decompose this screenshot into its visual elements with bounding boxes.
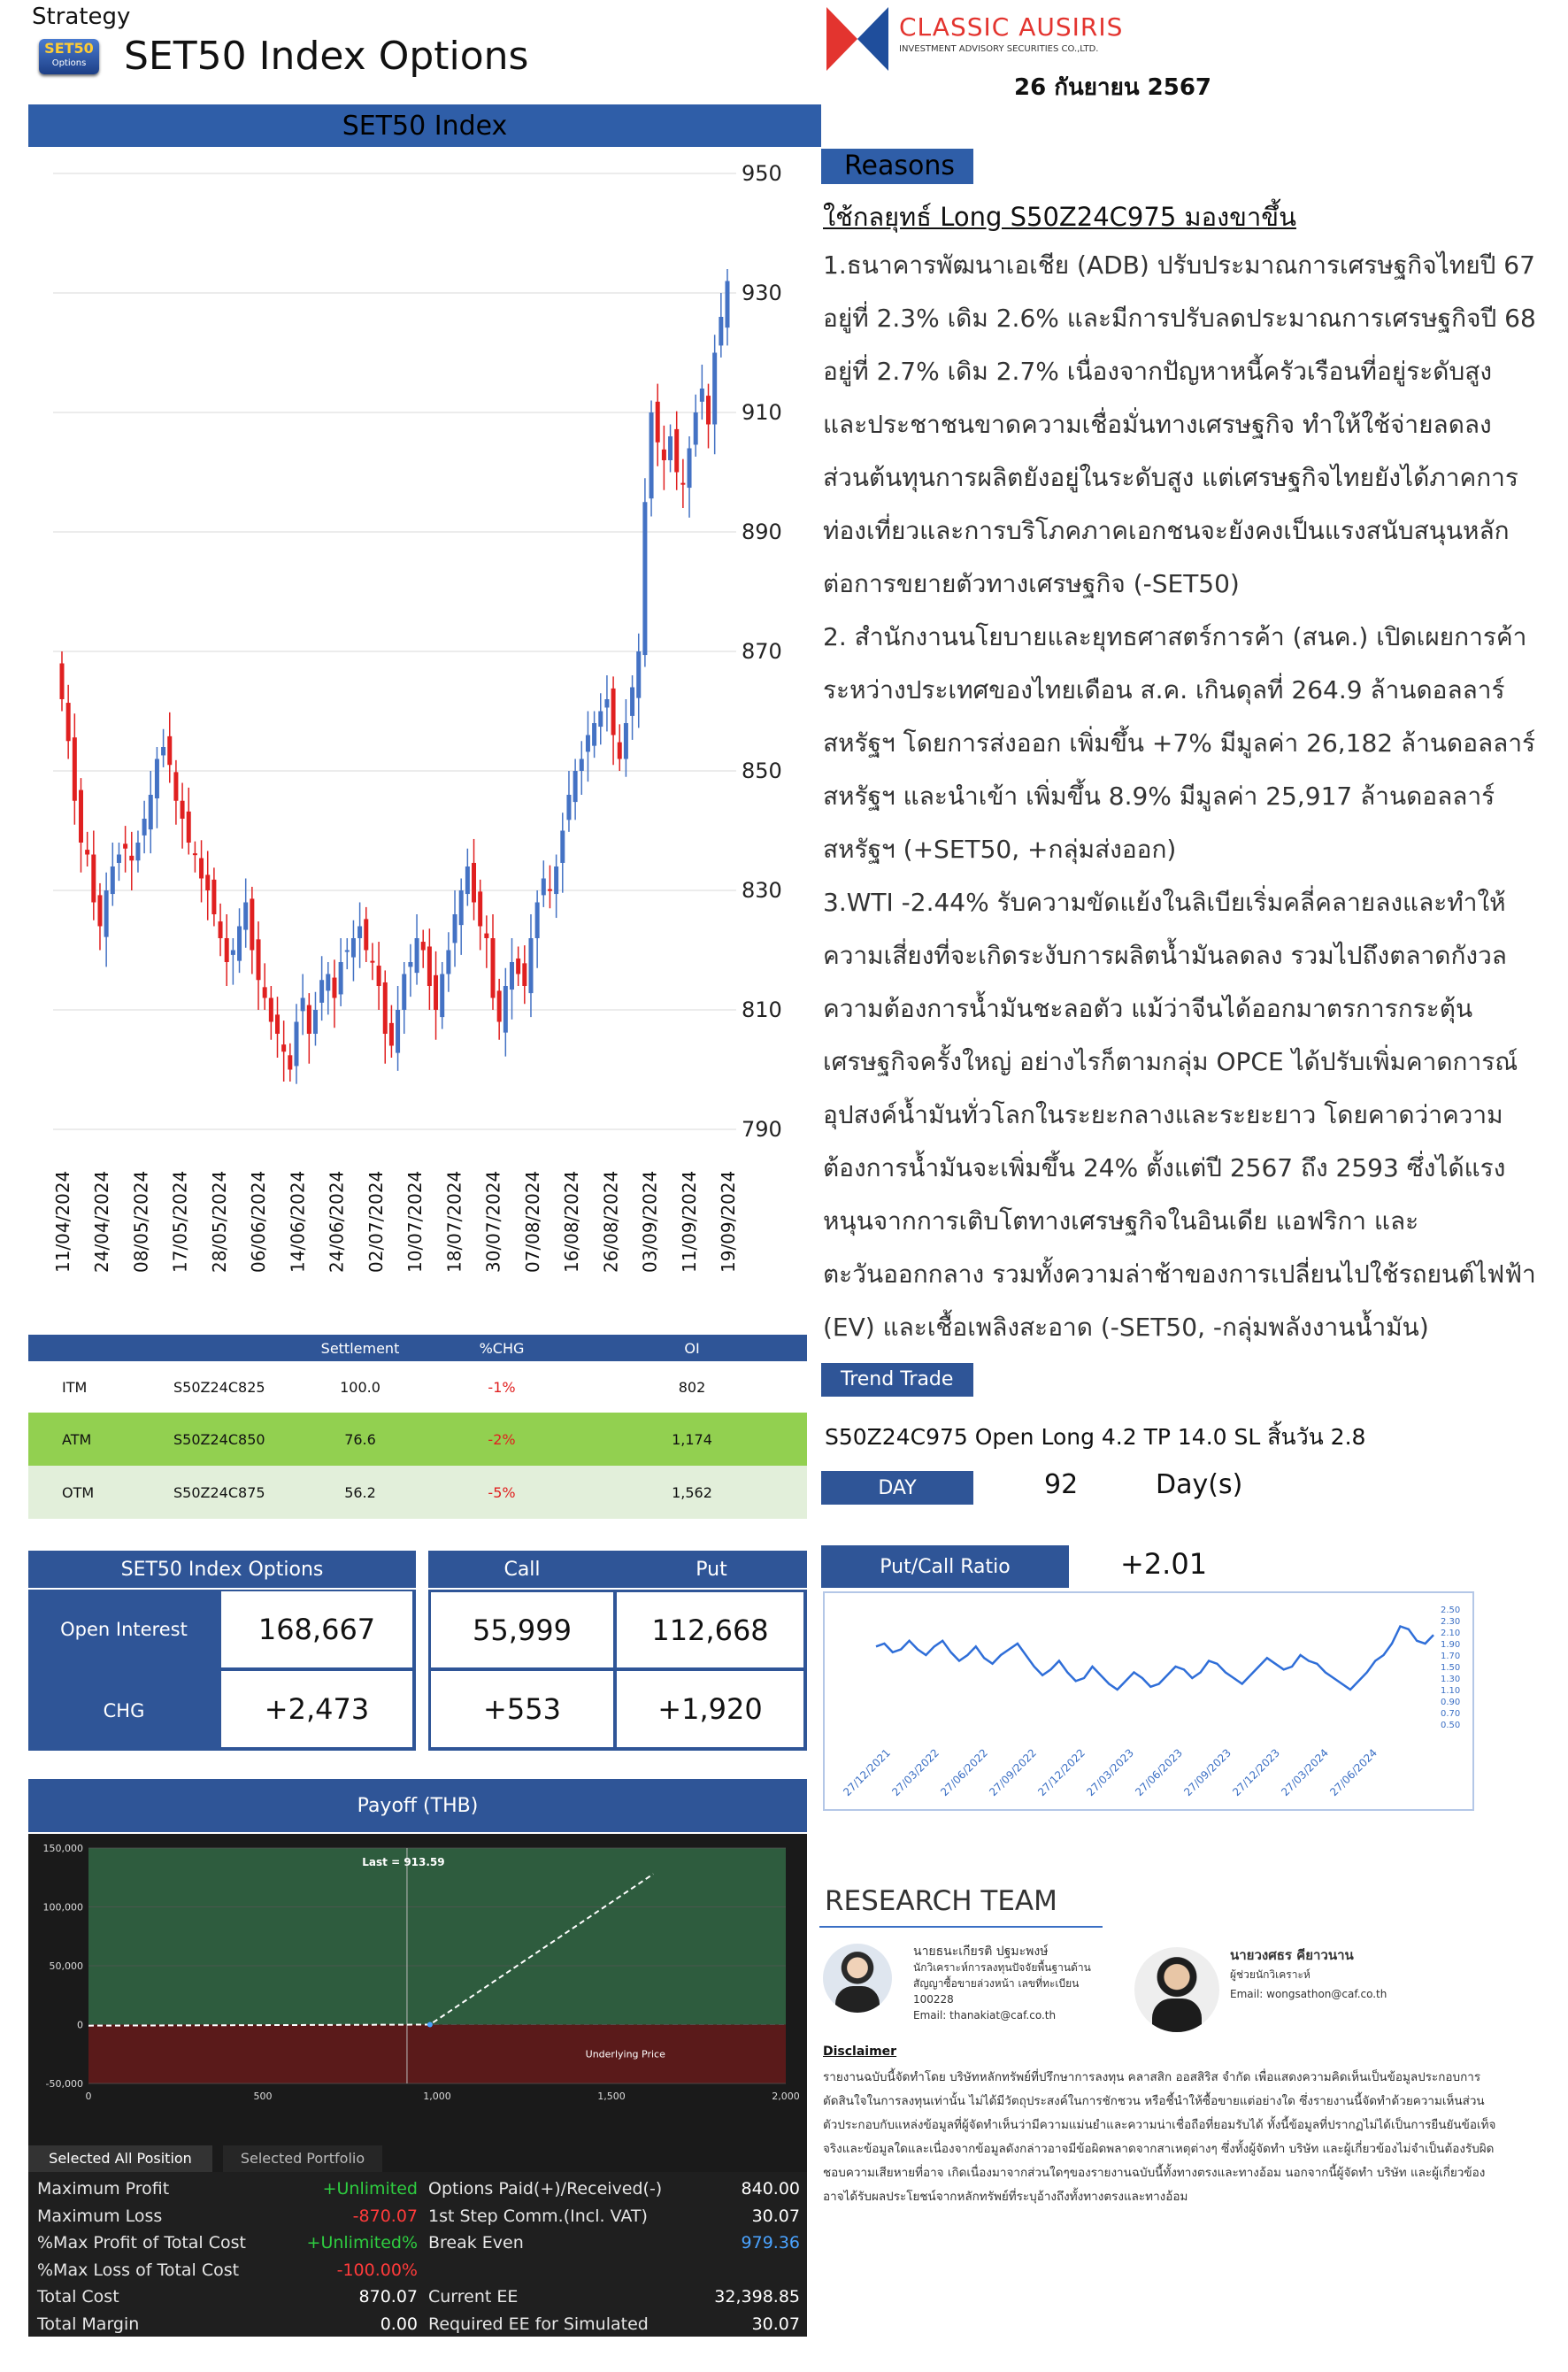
analyst1-role2: สัญญาซื้อขายล่วงหน้า เลขที่ทะเบียน bbox=[913, 1977, 1080, 1990]
candle-body bbox=[85, 850, 89, 854]
candle-body bbox=[719, 317, 723, 345]
reasons-strategy: ใช้กลยุทธ์ Long S50Z24C975 มองขาขึ้น bbox=[823, 202, 1296, 232]
pcr-y-tick: 1.70 bbox=[1441, 1652, 1461, 1661]
x-tick-label: 02/07/2024 bbox=[365, 1170, 387, 1273]
payoff-y-tick: 50,000 bbox=[49, 1960, 83, 1972]
oi-put-value: 112,668 bbox=[617, 1592, 803, 1667]
candle-body bbox=[484, 934, 488, 938]
stat-label: Required EE for Simulated bbox=[428, 2314, 649, 2334]
candle-body bbox=[402, 974, 406, 1011]
pcr-y-tick: 2.10 bbox=[1441, 1629, 1461, 1638]
candle-body bbox=[478, 891, 482, 926]
candle-body bbox=[129, 856, 134, 860]
pcr-y-tick: 1.30 bbox=[1441, 1675, 1461, 1684]
oi-label: Open Interest bbox=[60, 1619, 188, 1640]
candle-body bbox=[656, 402, 660, 443]
oi-put-header: Put bbox=[616, 1551, 807, 1588]
analyst2-role: ผู้ช่วยนักวิเคราะห์ bbox=[1230, 1968, 1311, 1981]
row-oi: 802 bbox=[678, 1378, 706, 1396]
x-tick-label: 18/07/2024 bbox=[443, 1170, 465, 1273]
candle-body bbox=[611, 689, 616, 735]
stat-label: %Max Loss of Total Cost bbox=[37, 2260, 240, 2280]
stat-value: 30.07 bbox=[751, 2314, 800, 2334]
brand-name: CLASSIC AUSIRIS bbox=[899, 12, 1124, 42]
candle-body bbox=[205, 874, 210, 890]
candle-body bbox=[275, 1014, 280, 1034]
report-date: 26 กันยายน 2567 bbox=[1014, 74, 1212, 101]
x-tick-label: 24/04/2024 bbox=[91, 1170, 113, 1273]
candle-body bbox=[319, 980, 324, 1003]
pcr-x-tick: 27/09/2022 bbox=[987, 1746, 1040, 1799]
analyst1-email: Email: thanakiat@caf.co.th bbox=[913, 2009, 1057, 2022]
candle-body bbox=[187, 812, 191, 843]
pcr-y-tick: 2.30 bbox=[1441, 1617, 1461, 1627]
candle-body bbox=[237, 927, 242, 961]
candle-body bbox=[598, 712, 603, 728]
x-tick-label: 11/04/2024 bbox=[52, 1170, 73, 1273]
candle-body bbox=[668, 436, 673, 460]
candle-body bbox=[294, 1022, 298, 1067]
candle-body bbox=[301, 998, 305, 1012]
analyst1-info bbox=[913, 1944, 1091, 2023]
oi-table-title: SET50 Index Options bbox=[28, 1551, 416, 1588]
candle-body bbox=[123, 843, 127, 848]
strategy-label: Strategy bbox=[32, 4, 131, 30]
tab-selected-portfolio[interactable]: Selected Portfolio bbox=[223, 2145, 382, 2172]
row-series: S50Z24C850 bbox=[173, 1430, 265, 1448]
right-stat-row bbox=[428, 2283, 800, 2311]
pcr-x-tick: 27/03/2022 bbox=[889, 1746, 942, 1799]
logo-text: SET50 bbox=[44, 40, 94, 57]
stat-value: 979.36 bbox=[741, 2233, 800, 2253]
candle-body bbox=[357, 927, 362, 939]
pcr-x-tick: 27/06/2022 bbox=[938, 1746, 991, 1799]
payoff-x-tick: 2,000 bbox=[772, 2091, 800, 2102]
set50-candlestick-chart bbox=[28, 149, 825, 1317]
stat-label: %Max Profit of Total Cost bbox=[37, 2233, 246, 2253]
col-header-chg: %CHG bbox=[479, 1339, 525, 1357]
candle-body bbox=[383, 982, 388, 1034]
y-tick-label: 890 bbox=[742, 520, 782, 544]
candle-body bbox=[706, 396, 711, 424]
candle-body bbox=[427, 946, 432, 986]
candle-body bbox=[149, 795, 153, 829]
day-label: DAY bbox=[821, 1471, 973, 1505]
y-tick-label: 830 bbox=[742, 878, 782, 903]
stat-label: Options Paid(+)/Received(-) bbox=[428, 2179, 663, 2199]
disclaimer-text: รายงานฉบับนี้จัดทำโดย บริษัทหลักทรัพย์ที่ปรึกษาการลงทุน คลาสสิก ออสสิริส จำกัด เพื่อแสดงความคิดเห็นเป็นข้อมูลประกอบการตัดสินใจในการลงทุนเท่านั้น ไม่ได้มีวัตถุประสงค์ในการชักชวน หรือชี้นำให้ซื้อขายแต่อย่างใด ซึ่งรายงานนี้จัดทำด้วยความเห็นส่วนตัวประกอบกับแหล่งข้อมูลที่ผู้จัดทำเห็นว่ามีความแม่นยำและความน่าเชื่อถือที่ยอมรับได้ ทั้งนี้ข้อมูลที่ปรากฏไม่ได้เป็นการยืนยันข้อเท็จจริงและข้อมูลใดและเนื่องจากข้อมูลดังกล่าวอาจมีข้อผิดพลาดจากสาเหตุต่างๆ ซึ่งทั้งผู้จัดทำ บริษัท และผู้เกี่ยวข้องไม่จำเป็นต้องรับผิดชอบความเสียหายที่อาจ เกิดเนื่องมาจากส่วนใดๆของรายงานฉบับนี้ทั้งทางตรงและทางอ้อม นอกจากนี้ผู้จัดทำ บริษัท และผู้เกี่ยวข้อง อาจได้รับผลประโยชน์จากหลักทรัพย์ที่ระบุอ้างถึงทั้งทางตรงและทางอ้อม bbox=[823, 2070, 1496, 2204]
candle-body bbox=[566, 795, 571, 820]
payoff-chart bbox=[28, 1834, 807, 2167]
payoff-y-tick: 0 bbox=[77, 2019, 83, 2031]
candle-body bbox=[167, 736, 172, 765]
row-series: S50Z24C825 bbox=[173, 1378, 265, 1396]
analyst1-name: นายธนะเกียรติ ปฐมะพงษ์ bbox=[913, 1945, 1049, 1959]
analyst2-info bbox=[1230, 1945, 1387, 2004]
row-label: ITM bbox=[62, 1378, 88, 1396]
candle-body bbox=[459, 890, 464, 925]
candle-body bbox=[231, 951, 235, 955]
series-table-header bbox=[28, 1335, 807, 1361]
candle-body bbox=[345, 951, 350, 952]
candle-body bbox=[243, 903, 248, 930]
candle-body bbox=[91, 855, 96, 903]
candle-body bbox=[434, 975, 438, 1010]
pcr-y-tick: 2.50 bbox=[1441, 1606, 1461, 1615]
stats-right bbox=[428, 2176, 800, 2337]
candle-body bbox=[389, 1023, 394, 1046]
stat-value: +Unlimited bbox=[322, 2179, 418, 2199]
right-stat-row bbox=[428, 2176, 800, 2203]
oi-call-header: Call bbox=[428, 1551, 616, 1588]
stat-label: Total Margin bbox=[37, 2314, 140, 2334]
candle-body bbox=[624, 723, 628, 759]
candle-body bbox=[573, 771, 578, 802]
right-stat-row bbox=[428, 2257, 800, 2284]
candle-body bbox=[580, 759, 584, 772]
col-header-settlement: Settlement bbox=[320, 1339, 400, 1357]
y-tick-label: 850 bbox=[742, 759, 782, 783]
series-table bbox=[28, 1335, 807, 1519]
reasons-body bbox=[823, 239, 1540, 1354]
x-tick-label: 06/06/2024 bbox=[248, 1170, 270, 1273]
row-series: S50Z24C875 bbox=[173, 1483, 265, 1501]
candle-body bbox=[674, 429, 679, 473]
payoff-x-tick: 500 bbox=[253, 2091, 273, 2102]
reasons-label: Reasons bbox=[821, 149, 973, 184]
payoff-title: Payoff (THB) bbox=[28, 1779, 807, 1832]
y-tick-label: 930 bbox=[742, 281, 782, 305]
candle-body bbox=[281, 1044, 286, 1051]
candle-body bbox=[135, 843, 140, 860]
left-stat-row bbox=[37, 2203, 418, 2230]
oi-total-value: 168,667 bbox=[221, 1591, 412, 1667]
candle-body bbox=[225, 938, 229, 962]
candle-body bbox=[307, 1005, 311, 1034]
pcr-x-tick: 27/03/2023 bbox=[1084, 1746, 1137, 1799]
pcr-x-tick: 27/06/2023 bbox=[1133, 1746, 1186, 1799]
payoff-x-tick: 1,000 bbox=[423, 2091, 451, 2102]
pcr-y-tick: 0.50 bbox=[1441, 1721, 1461, 1730]
candle-body bbox=[491, 938, 496, 998]
analyst1-avatar bbox=[823, 1944, 892, 2013]
stat-value: 32,398.85 bbox=[714, 2287, 800, 2307]
row-label: OTM bbox=[62, 1483, 95, 1501]
candle-body bbox=[453, 914, 457, 943]
candle-body bbox=[554, 866, 558, 894]
table-row-itm bbox=[28, 1361, 807, 1413]
stats-left bbox=[37, 2176, 418, 2337]
candle-body bbox=[604, 699, 609, 707]
candle-body bbox=[636, 651, 641, 698]
chg-call-value: +553 bbox=[431, 1671, 613, 1747]
candle-body bbox=[440, 974, 444, 1018]
row-settlement: 100.0 bbox=[340, 1378, 380, 1396]
stat-value: 840.00 bbox=[741, 2179, 800, 2199]
row-chg: -5% bbox=[488, 1483, 516, 1501]
x-tick-label: 17/05/2024 bbox=[169, 1170, 191, 1273]
candle-body bbox=[263, 987, 267, 997]
reason-paragraph-1: 1.ธนาคารพัฒนาเอเชีย (ADB) ปรับประมาณการเศรษฐกิจไทยปี 67 อยู่ที่ 2.3% เดิม 2.6% และมีการปรับลดประมาณการเศรษฐกิจปี 68 อยู่ที่ 2.7% เดิม 2.7% เนื่องจากปัญหาหนี้ครัวเรือนที่อยู่ระดับสูง และประชาชนขาดความเชื่อมั่นทางเศรษฐกิจ ทำให้ใช้จ่ายลดลง ส่วนต้นทุนการผลิตยังอยู่ในระดับสูง แต่เศรษฐกิจไทยยังได้ภาคการท่องเที่ยวและการบริโภคภาคเอกชนจะยังคงเป็นแรงสนับสนุนหลักต่อการขยายตัวทางเศรษฐกิจ (-SET50) bbox=[823, 250, 1536, 598]
candle-body bbox=[269, 998, 273, 1022]
stat-label: 1st Step Comm.(Incl. VAT) bbox=[428, 2206, 648, 2226]
x-tick-label: 11/09/2024 bbox=[678, 1170, 700, 1273]
left-stat-row bbox=[37, 2176, 418, 2203]
research-team-underline bbox=[819, 1926, 1103, 1928]
row-oi: 1,562 bbox=[672, 1483, 712, 1501]
table-row-atm bbox=[28, 1413, 807, 1466]
pcr-x-tick: 27/12/2021 bbox=[841, 1746, 894, 1799]
row-oi: 1,174 bbox=[672, 1430, 712, 1448]
left-stat-row bbox=[37, 2283, 418, 2311]
row-settlement: 76.6 bbox=[344, 1430, 376, 1448]
candle-body bbox=[104, 890, 109, 937]
candle-body bbox=[351, 938, 356, 958]
stat-value: 0.00 bbox=[380, 2314, 418, 2334]
candle-body bbox=[211, 880, 216, 914]
x-tick-label: 07/08/2024 bbox=[521, 1170, 543, 1273]
candle-body bbox=[161, 747, 165, 755]
set50-options-logo bbox=[39, 39, 99, 74]
candle-body bbox=[528, 938, 533, 993]
candle-body bbox=[642, 502, 647, 655]
chg-label: CHG bbox=[103, 1700, 145, 1721]
stat-value: 30.07 bbox=[751, 2206, 800, 2226]
stat-value: +Unlimited% bbox=[306, 2233, 418, 2253]
pcr-value: +2.01 bbox=[1120, 1547, 1208, 1581]
y-tick-label: 790 bbox=[742, 1117, 782, 1142]
candle-body bbox=[694, 412, 698, 444]
col-header-oi: OI bbox=[684, 1339, 700, 1357]
stat-value: -870.07 bbox=[352, 2206, 418, 2226]
disclaimer-title: Disclaimer bbox=[823, 2045, 897, 2059]
tab-selected-all-position[interactable]: Selected All Position bbox=[28, 2145, 212, 2172]
analyst2-avatar bbox=[1134, 1947, 1219, 2032]
candle-body bbox=[465, 866, 470, 894]
pcr-y-tick: 1.50 bbox=[1441, 1663, 1461, 1673]
candle-body bbox=[560, 831, 565, 863]
candle-body bbox=[364, 919, 368, 950]
payoff-x-tick: 1,500 bbox=[597, 2091, 626, 2102]
x-tick-label: 03/09/2024 bbox=[639, 1170, 661, 1273]
oi-call-value: 55,999 bbox=[431, 1592, 613, 1667]
candle-body bbox=[446, 951, 450, 974]
candle-body bbox=[181, 801, 185, 819]
candle-body bbox=[173, 772, 178, 800]
pcr-x-tick: 27/12/2023 bbox=[1230, 1746, 1283, 1799]
candle-body bbox=[155, 759, 159, 799]
left-stat-row bbox=[37, 2230, 418, 2257]
candle-body bbox=[193, 853, 197, 855]
logo-sub: Options bbox=[51, 58, 87, 68]
chg-total-value: +2,473 bbox=[221, 1671, 412, 1747]
candle-body bbox=[111, 866, 115, 894]
candle-body bbox=[415, 938, 419, 973]
right-stat-row bbox=[428, 2203, 800, 2230]
day-value: 92 bbox=[1044, 1469, 1079, 1500]
stat-label: Total Cost bbox=[37, 2287, 119, 2307]
candle-body bbox=[535, 903, 540, 939]
candle-body bbox=[510, 962, 514, 990]
candle-body bbox=[370, 961, 374, 963]
pcr-x-tick: 27/06/2024 bbox=[1327, 1746, 1380, 1799]
pcr-y-tick: 0.90 bbox=[1441, 1698, 1461, 1707]
pcr-x-tick: 27/03/2024 bbox=[1279, 1746, 1332, 1799]
trend-trade-text: S50Z24C975 Open Long 4.2 TP 14.0 SL สิ้นวัน 2.8 bbox=[825, 1424, 1366, 1450]
x-tick-label: 16/08/2024 bbox=[561, 1170, 583, 1273]
break-even-marker bbox=[427, 2022, 433, 2028]
candle-body bbox=[680, 483, 685, 485]
pcr-y-tick: 1.10 bbox=[1441, 1686, 1461, 1696]
reason-paragraph-3: 3.WTI -2.44% รับความขัดแย้งในลิเบียเริ่มคลี่คลายลงและทำให้ความเสี่ยงที่จะเกิดระงับการผลิตน้ำมันลดลง รวมไปถึงตลาดกังวลความต้องการน้ำมันชะลอตัว แม้ว่าจีนได้ออกมาตรการกระตุ้นเศรษฐกิจครั้งใหญ่ อย่างไรก็ตามกลุ่ม OPCE ได้ปรับเพิ่มคาดการณ์อุปสงค์น้ำมันทั่วโลกในระยะกลางและระยะยาว โดยคาดว่าความต้องการน้ำมันจะเพิ่มขึ้น 24% ตั้งแต่ปี 2567 ถึง 2593 ซึ่งได้แรงหนุนจากการเติบโตทางเศรษฐกิจในอินเดีย แอฟริกา และตะวันออกกลาง รวมทั้งความล่าช้าของการเปลี่ยนไปใช้รถยนต์ไฟฟ้า (EV) และเชื้อเพลิงสะอาด (-SET50, -กลุ่มพลังงานน้ำมัน) bbox=[823, 888, 1536, 1342]
candle-body bbox=[288, 1055, 292, 1069]
stat-label: Maximum Loss bbox=[37, 2206, 163, 2226]
y-tick-label: 870 bbox=[742, 639, 782, 664]
candle-body bbox=[700, 389, 704, 402]
candle-body bbox=[649, 412, 654, 498]
candle-body bbox=[219, 921, 223, 938]
candle-body bbox=[497, 990, 502, 1021]
analyst1-reg: 100228 bbox=[913, 1993, 954, 2006]
candle-body bbox=[339, 962, 343, 994]
candle-body bbox=[618, 743, 622, 759]
candle-body bbox=[542, 879, 546, 896]
payoff-y-tick: 150,000 bbox=[42, 1843, 83, 1854]
stat-value: 870.07 bbox=[358, 2287, 418, 2307]
payoff-tabs bbox=[28, 2145, 807, 2172]
stat-label: Break Even bbox=[428, 2233, 524, 2253]
candle-body bbox=[326, 974, 330, 991]
x-tick-label: 14/06/2024 bbox=[287, 1170, 309, 1273]
underlying-price-label: Underlying Price bbox=[585, 2048, 665, 2060]
row-chg: -1% bbox=[488, 1378, 516, 1396]
candle-body bbox=[548, 890, 552, 891]
pcr-label: Put/Call Ratio bbox=[821, 1545, 1069, 1588]
pcr-x-tick: 27/09/2023 bbox=[1181, 1746, 1234, 1799]
candle-body bbox=[377, 966, 381, 986]
x-tick-label: 24/06/2024 bbox=[326, 1170, 348, 1273]
candle-body bbox=[630, 688, 634, 716]
day-unit: Day(s) bbox=[1156, 1469, 1243, 1500]
reason-paragraph-2: 2. สำนักงานนโยบายและยุทธศาสตร์การค้า (สนค.) เปิดเผยการค้าระหว่างประเทศของไทยเดือน ส.ค. เกินดุลที่ 264.9 ล้านดอลลาร์สหรัฐฯ โดยการส่งออก เพิ่มขึ้น +7% มีมูลค่า 26,182 ล้านดอลลาร์สหรัฐฯ และนำเข้า เพิ่มขึ้น 8.9% มีมูลค่า 25,917 ล้านดอลลาร์สหรัฐฯ (+SET50, +กลุ่มส่งออก) bbox=[823, 622, 1536, 864]
index-chart-title: SET50 Index bbox=[28, 104, 821, 147]
chg-put-value: +1,920 bbox=[617, 1671, 803, 1747]
candle-body bbox=[313, 1010, 318, 1034]
profit-zone bbox=[88, 1848, 786, 2025]
candle-body bbox=[712, 353, 717, 425]
candle-body bbox=[421, 942, 426, 950]
candle-body bbox=[516, 959, 520, 974]
candle-body bbox=[592, 723, 596, 746]
candle-body bbox=[79, 790, 83, 843]
classic-ausiris-logo-icon bbox=[826, 7, 888, 71]
payoff-x-tick: 0 bbox=[85, 2091, 92, 2102]
candle-body bbox=[60, 664, 65, 700]
stat-label: Maximum Profit bbox=[37, 2179, 170, 2199]
stat-label: Current EE bbox=[428, 2287, 519, 2307]
oi-grid-left bbox=[28, 1590, 416, 1751]
analyst1-role1: นักวิเคราะห์การลงทุนปัจจัยพื้นฐานด้าน bbox=[913, 1961, 1091, 1974]
x-tick-label: 30/07/2024 bbox=[482, 1170, 504, 1273]
candle-body bbox=[142, 819, 147, 836]
left-stat-row bbox=[37, 2257, 418, 2284]
loss-zone bbox=[88, 2025, 786, 2084]
analyst2-email: Email: wongsathon@caf.co.th bbox=[1230, 1988, 1387, 2000]
page-title: SET50 Index Options bbox=[124, 34, 529, 79]
candle-body bbox=[408, 962, 412, 967]
research-team-title: RESEARCH TEAM bbox=[825, 1885, 1057, 1917]
row-chg: -2% bbox=[488, 1430, 516, 1448]
right-stat-row bbox=[428, 2230, 800, 2257]
y-tick-label: 910 bbox=[742, 400, 782, 425]
last-price-label: Last = 913.59 bbox=[362, 1856, 445, 1868]
row-label: ATM bbox=[62, 1430, 92, 1448]
candle-body bbox=[472, 863, 476, 903]
left-stat-row bbox=[37, 2311, 418, 2338]
y-tick-label: 950 bbox=[742, 161, 782, 186]
candle-body bbox=[250, 898, 254, 950]
oi-grid-right bbox=[428, 1590, 807, 1751]
payoff-y-tick: -50,000 bbox=[45, 2078, 83, 2090]
stat-value: -100.00% bbox=[336, 2260, 418, 2280]
x-tick-label: 26/08/2024 bbox=[600, 1170, 622, 1273]
candle-body bbox=[688, 449, 692, 489]
table-row-otm bbox=[28, 1466, 807, 1519]
candle-body bbox=[97, 895, 102, 926]
candle-body bbox=[73, 737, 77, 801]
x-tick-label: 19/09/2024 bbox=[718, 1170, 739, 1273]
candle-body bbox=[66, 703, 71, 741]
candle-body bbox=[503, 986, 508, 1033]
candle-body bbox=[662, 450, 666, 460]
candle-body bbox=[726, 281, 730, 328]
x-tick-label: 28/05/2024 bbox=[208, 1170, 230, 1273]
right-stat-row bbox=[428, 2311, 800, 2338]
y-tick-label: 810 bbox=[742, 997, 782, 1022]
candle-body bbox=[586, 735, 590, 752]
brand-sub: INVESTMENT ADVISORY SECURITIES CO.,LTD. bbox=[899, 44, 1099, 54]
trend-trade-label: Trend Trade bbox=[821, 1363, 973, 1397]
row-settlement: 56.2 bbox=[344, 1483, 376, 1501]
candle-body bbox=[199, 859, 204, 879]
x-tick-label: 08/05/2024 bbox=[130, 1170, 152, 1273]
candle-body bbox=[117, 855, 121, 863]
pcr-x-tick: 27/12/2022 bbox=[1035, 1746, 1088, 1799]
x-tick-label: 10/07/2024 bbox=[404, 1170, 427, 1273]
pcr-y-tick: 0.70 bbox=[1441, 1709, 1461, 1719]
candle-body bbox=[522, 963, 527, 986]
put-call-ratio-chart bbox=[823, 1591, 1474, 1811]
analyst2-name: นายวงศธร คียาวนาน bbox=[1230, 1947, 1354, 1963]
candle-body bbox=[332, 978, 336, 998]
candle-body bbox=[396, 1010, 400, 1053]
candle-body bbox=[257, 939, 261, 980]
payoff-y-tick: 100,000 bbox=[42, 1901, 83, 1914]
payoff-stats bbox=[28, 2172, 807, 2337]
pcr-y-tick: 1.90 bbox=[1441, 1640, 1461, 1650]
